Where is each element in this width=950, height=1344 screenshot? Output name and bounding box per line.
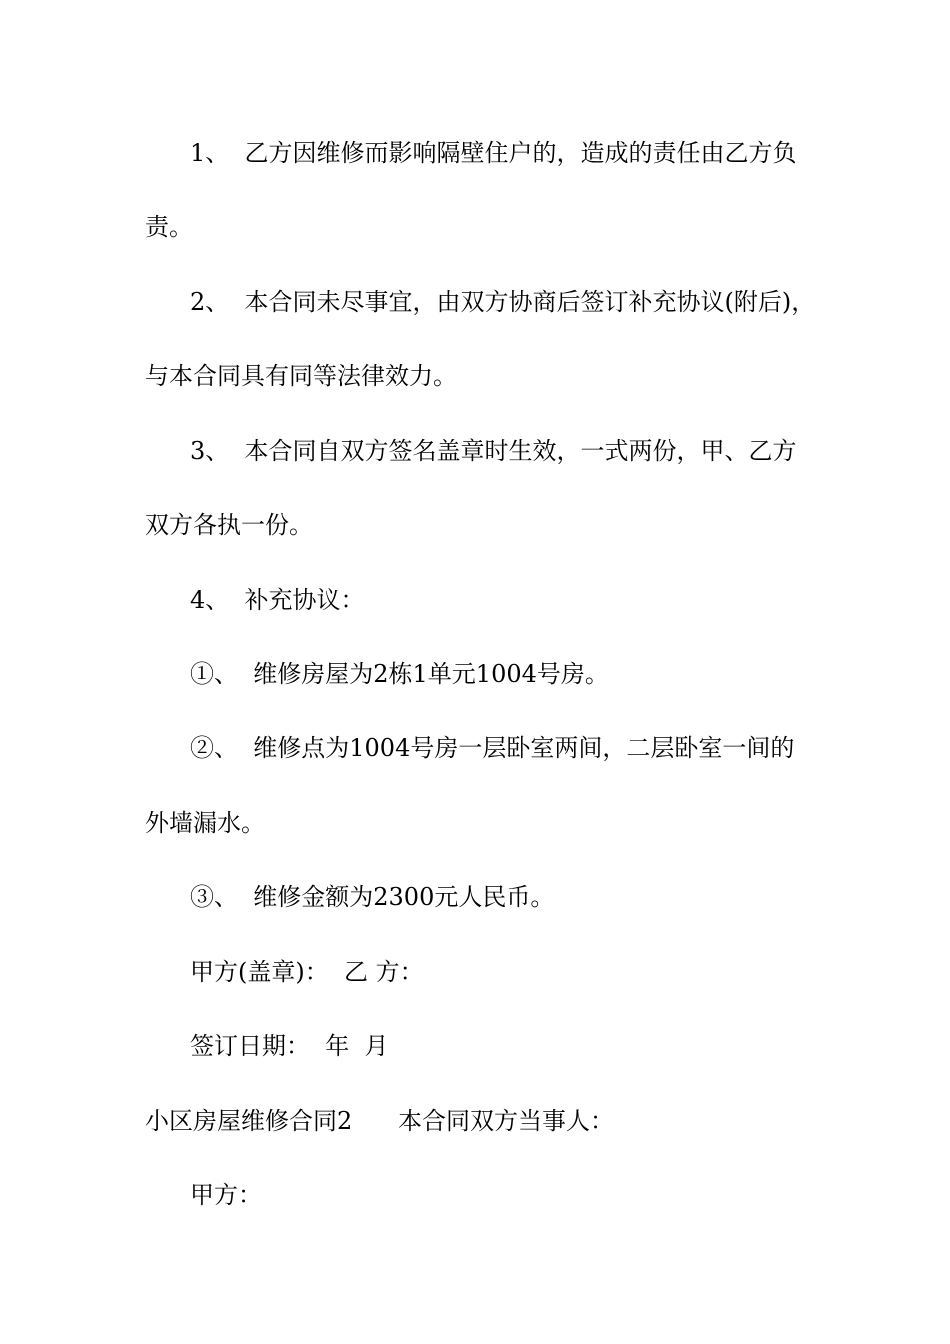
contract-2-title-line: 小区房屋维修合同2 本合同双方当事人： [145, 1107, 615, 1135]
supplement-item-2-line-2: 外墙漏水。 [145, 809, 265, 837]
supplement-item-3: ③、 维修金额为2300元人民币。 [190, 883, 555, 911]
supplement-item-2-line-1: ②、 维修点为1004号房一层卧室两间，二层卧室一间的 [190, 734, 795, 762]
clause-3-line-1: 3、 本合同自双方签名盖章时生效，一式两份，甲、乙方 [190, 437, 797, 465]
party-a-line: 甲方： [190, 1181, 262, 1209]
signing-date-line: 签订日期： 年 月 [190, 1032, 389, 1060]
clause-1-line-1: 1、 乙方因维修而影响隔壁住户的，造成的责任由乙方负 [190, 139, 797, 167]
signature-line: 甲方(盖章)： 乙 方： [190, 958, 424, 986]
clause-3-line-2: 双方各执一份。 [145, 511, 313, 539]
clause-2-line-2: 与本合同具有同等法律效力。 [145, 362, 457, 390]
supplement-item-1: ①、 维修房屋为2栋1单元1004号房。 [190, 660, 609, 688]
clause-1-line-2: 责。 [145, 213, 193, 241]
clause-4-heading: 4、 补充协议： [190, 586, 365, 614]
clause-2-line-1: 2、 本合同未尽事宜，由双方协商后签订补充协议(附后)， [190, 288, 816, 316]
